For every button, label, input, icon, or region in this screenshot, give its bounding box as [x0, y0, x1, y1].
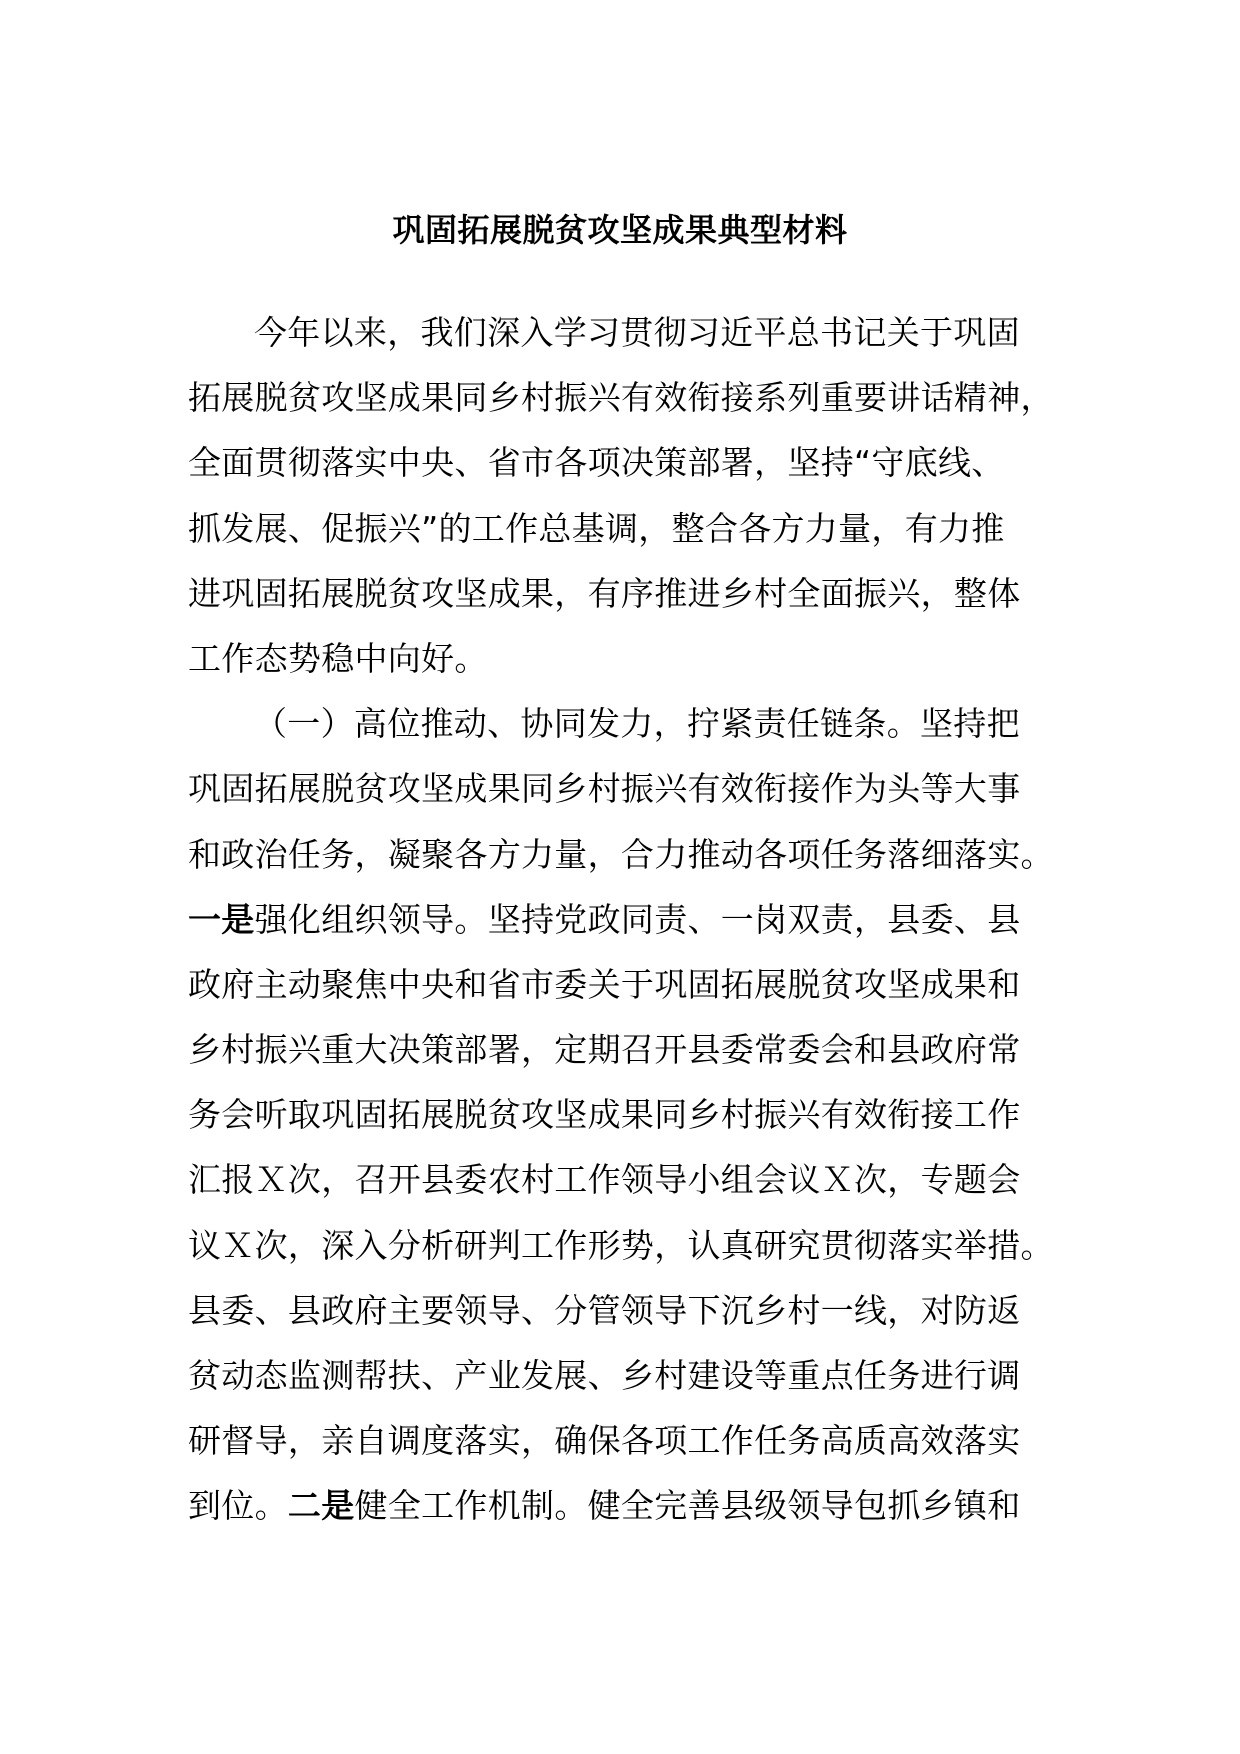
paragraph-line: 汇报Ｘ次，召开县委农村工作领导小组会议Ｘ次，专题会 — [188, 1160, 1021, 1200]
paragraph-line — [188, 1473, 1048, 1538]
section-heading-line: （一）高位推动、协同发力，拧紧责任链条。坚持把 — [254, 704, 1020, 744]
paragraph-line: 今年以来，我们深入学习贯彻习近平总书记关于巩固 — [254, 313, 1020, 352]
point-text: 强化组织领导。坚持党政同责、一岗双责，县委、县 — [254, 899, 1021, 939]
paragraph-line: 进巩固拓展脱贫攻坚成果，有序推进乡村全面振兴，整体 — [188, 573, 1021, 613]
paragraph-line: 议Ｘ次，深入分析研判工作形势，认真研究贯彻落实举措。 — [188, 1225, 1054, 1265]
paragraph-line: 政府主动聚焦中央和省市委关于巩固拓展脱贫攻坚成果和 — [188, 964, 1021, 1004]
paragraph-line: 乡村振兴重大决策部署，定期召开县委常委会和县政府常 — [188, 1030, 1021, 1070]
paragraph-line — [188, 887, 1048, 952]
paragraph-line: 和政治任务，凝聚各方力量，合力推动各项任务落细落实。 — [188, 834, 1054, 874]
paragraph-line: 抓发展、促振兴”的工作总基调，整合各方力量，有力推 — [188, 508, 1005, 548]
document-body — [188, 300, 1054, 1539]
point-text: 健全工作机制。健全完善县级领导包抓乡镇和 — [354, 1486, 1021, 1526]
line-prefix-text: 到位。 — [188, 1486, 288, 1526]
paragraph-line: 贫动态监测帮扶、产业发展、乡村建设等重点任务进行调 — [188, 1356, 1021, 1395]
paragraph-line: 工作态势稳中向好。 — [188, 638, 488, 678]
paragraph-line: 巩固拓展脱贫攻坚成果同乡村振兴有效衔接作为头等大事 — [188, 769, 1021, 809]
point-marker-one: 一是 — [188, 899, 255, 939]
paragraph-line: 全面贯彻落实中央、省市各项决策部署，坚持“守底线、 — [188, 443, 1005, 483]
paragraph-line: 县委、县政府主要领导、分管领导下沉乡村一线，对防返 — [188, 1290, 1021, 1330]
paragraph-line: 拓展脱贫攻坚成果同乡村振兴有效衔接系列重要讲话精神， — [188, 378, 1054, 418]
paragraph-line: 研督导，亲自调度落实，确保各项工作任务高质高效落实 — [188, 1421, 1021, 1461]
point-marker-two: 二是 — [287, 1486, 355, 1526]
document-title: 巩固拓展脱贫攻坚成果典型材料 — [392, 211, 848, 249]
paragraph-line: 务会听取巩固拓展脱贫攻坚成果同乡村振兴有效衔接工作 — [188, 1095, 1021, 1135]
